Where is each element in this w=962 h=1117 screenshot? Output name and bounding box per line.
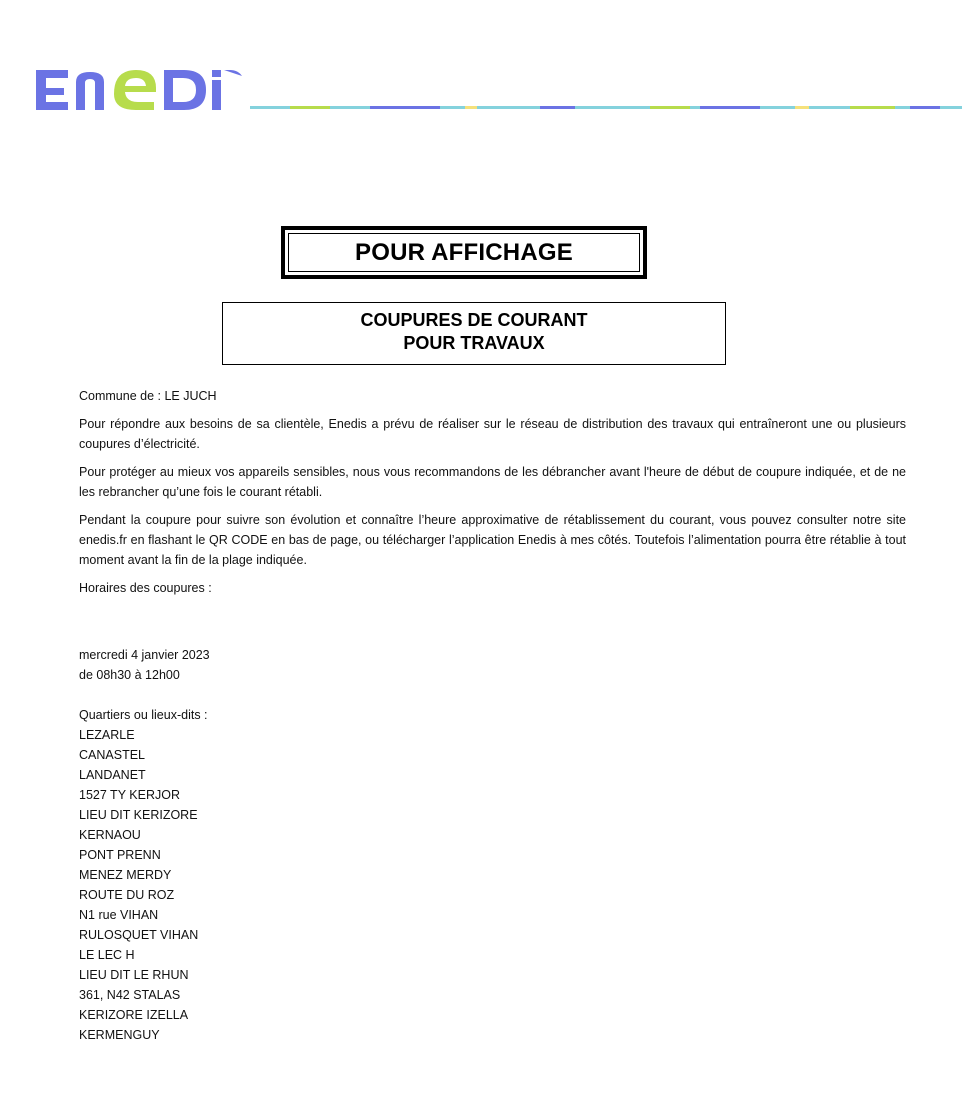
list-item: 361, N42 STALAS bbox=[79, 988, 181, 1002]
header-divider-line bbox=[250, 106, 962, 109]
paragraph-appareils: Pour protéger au mieux vos appareils sensibles, nous vous recommandons de les débrancher avant l'heure de début de coupure indiquée, et de ne les rebrancher qu’une fois le courant rétabli. bbox=[79, 465, 906, 499]
list-item: PONT PRENN bbox=[79, 848, 161, 862]
list-item: ROUTE DU ROZ bbox=[79, 888, 175, 902]
coupure-date: mercredi 4 janvier 2023 bbox=[79, 648, 210, 662]
list-item: RULOSQUET VIHAN bbox=[79, 928, 199, 942]
list-item: N1 rue VIHAN bbox=[79, 908, 159, 922]
list-item: MENEZ MERDY bbox=[79, 868, 172, 882]
list-item: 1527 TY KERJOR bbox=[79, 788, 180, 802]
list-item: KERNAOU bbox=[79, 828, 141, 842]
coupure-slot bbox=[79, 645, 906, 685]
subtitle-box bbox=[222, 302, 726, 365]
lieux-label: Quartiers ou lieux-dits : bbox=[79, 708, 208, 722]
list-item: LIEU DIT LE RHUN bbox=[79, 968, 189, 982]
enedis-logo bbox=[34, 62, 244, 114]
list-item: KERMENGUY bbox=[79, 1028, 160, 1042]
list-item: LANDANET bbox=[79, 768, 146, 782]
page-title: POUR AFFICHAGE bbox=[288, 233, 640, 272]
title-box bbox=[281, 226, 647, 279]
coupure-hours: de 08h30 à 12h00 bbox=[79, 668, 180, 682]
commune-line: Commune de : LE JUCH bbox=[79, 389, 217, 403]
list-item: CANASTEL bbox=[79, 748, 145, 762]
subtitle-line-1: COUPURES DE COURANT bbox=[360, 310, 588, 330]
notice-body bbox=[79, 386, 906, 1045]
list-item: LE LEC H bbox=[79, 948, 135, 962]
subtitle-line-2: POUR TRAVAUX bbox=[403, 333, 545, 353]
page-header bbox=[34, 62, 962, 118]
lieux-list bbox=[79, 705, 906, 1045]
paragraph-besoins: Pour répondre aux besoins de sa clientèle, Enedis a prévu de réaliser sur le réseau de distribution des travaux qui entraîneront une ou plusieurs coupures d’électricité. bbox=[79, 417, 906, 451]
list-item: LIEU DIT KERIZORE bbox=[79, 808, 198, 822]
paragraph-suivi: Pendant la coupure pour suivre son évolution et connaître l’heure approximative de rétablissement du courant, vous pouvez consulter notre site enedis.fr en flashant le QR CODE en bas de page, ou télécharger l’application Enedis à mes côtés. Toutefois l’alimentation pourra être rétablie à tout moment avant la fin de la plage indiquée. bbox=[79, 513, 906, 567]
list-item: LEZARLE bbox=[79, 728, 135, 742]
list-item: KERIZORE IZELLA bbox=[79, 1008, 189, 1022]
horaires-label: Horaires des coupures : bbox=[79, 581, 212, 595]
